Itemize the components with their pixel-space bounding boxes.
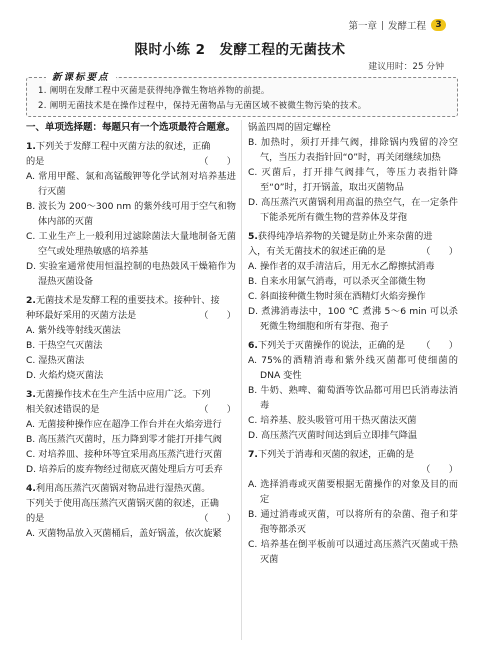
option-c[interactable]: C. 培养基、胶头吸管可用干热灭菌法灭菌	[248, 415, 417, 426]
option-a[interactable]: A. 操作者的双手清洁后，用无水乙醇擦拭消毒	[248, 261, 435, 272]
page-title: 限时小练 2 发酵工程的无菌技术	[134, 42, 346, 58]
answer-bracket[interactable]: （ ）	[421, 246, 458, 257]
option-a[interactable]: A. 75%的酒精消毒和紫外线灭菌都可使细菌的 DNA 变性	[248, 355, 458, 381]
question-1	[26, 139, 236, 289]
option-b[interactable]: B. 加热时，须打开排气阀，排除锅内残留的冷空气，当压力表指针回“0”时，再关闭继续加热	[248, 137, 458, 163]
option-b[interactable]: B. 波长为 200～300 nm 的紫外线可用于空气和物体内部的灭菌	[26, 201, 236, 227]
standards-item: 1. 阐明在发酵工程中灭菌是获得纯净微生物培养物的前提。	[38, 86, 270, 96]
question-7	[248, 447, 458, 567]
option-d[interactable]: D. 高压蒸汽灭菌锅利用高温的热空气，在一定条件下能杀死所有微生物的营养体及芽孢	[248, 197, 458, 223]
suggested-time: 建议用时：25 分钟	[368, 62, 444, 72]
answer-bracket[interactable]: （ ）	[199, 310, 236, 321]
question-stem: 入，有关无菌技术的叙述正确的是	[248, 246, 386, 257]
option-a[interactable]: A. 无菌接种操作应在超净工作台并在火焰旁进行	[26, 419, 222, 430]
question-4-continued	[248, 120, 458, 225]
option-d[interactable]: D. 高压蒸汽灭菌时间达到后立即排气降温	[248, 430, 418, 441]
option-c[interactable]: C. 培养基在倒平板前可以通过高压蒸汽灭菌或干热灭菌	[248, 539, 458, 565]
option-a[interactable]: A. 紫外线等射线灭菌法	[26, 325, 121, 336]
question-stem: 的是	[26, 156, 45, 167]
question-5	[248, 229, 458, 334]
option-c[interactable]: C. 工业生产上一般利用过滤除菌法大量地制备无菌空气或处理热敏感的培养基	[26, 231, 236, 257]
question-2	[26, 293, 236, 383]
answer-bracket[interactable]: （ ）	[199, 156, 236, 167]
question-stem: 的是	[26, 513, 45, 524]
option-a[interactable]: A. 常用甲醛、氯和高锰酸钾等化学试剂对培养基进行灭菌	[26, 171, 236, 197]
page-header	[348, 18, 446, 32]
question-stem: 无菌技术是发酵工程的重要技术。接种针、接	[35, 295, 220, 306]
option-a-continuation: 锅盖四周的固定螺栓	[248, 122, 331, 133]
section-label: 发酵工程	[387, 21, 426, 32]
question-stem: 获得纯净培养物的关键是防止外来杂菌的进	[257, 231, 433, 242]
section-title: 一、单项选择题：每题只有一个选项最符合题意。	[26, 122, 236, 133]
option-b[interactable]: B. 牛奶、熟啤、葡萄酒等饮品都可用巴氏消毒法消毒	[248, 385, 458, 411]
option-d[interactable]: D. 火焰灼烧灭菌法	[26, 370, 104, 381]
question-number: 3.	[26, 389, 36, 400]
question-stem: 利用高压蒸汽灭菌锅对物品进行湿热灭菌。	[35, 483, 211, 494]
standards-label: 新课标要点	[46, 69, 116, 83]
question-stem: 下列关于消毒和灭菌的叙述，正确的是	[257, 449, 415, 460]
answer-bracket[interactable]: （ ）	[199, 404, 236, 415]
question-number: 2.	[26, 295, 36, 306]
question-number: 7.	[248, 449, 258, 460]
left-column	[26, 120, 236, 541]
option-c[interactable]: C. 灭菌后，打开排气阀排气，等压力表指针降至“0”时，打开锅盖，取出灭菌物品	[248, 167, 458, 193]
option-b[interactable]: B. 干热空气灭菌法	[26, 340, 103, 351]
option-d[interactable]: D. 实验室通常使用恒温控制的电热鼓风干燥箱作为湿热灭菌设备	[26, 261, 236, 287]
question-stem: 无菌操作技术在生产生活中应用广泛。下列	[35, 389, 211, 400]
question-3	[26, 387, 236, 477]
right-column	[248, 120, 458, 567]
option-c[interactable]: C. 对培养皿、接种环等宜采用高压蒸汽进行灭菌	[26, 449, 223, 460]
standards-item: 2. 阐明无菌技术是在操作过程中，保持无菌物品与无菌区域不被微生物污染的技术。	[38, 101, 367, 111]
option-b[interactable]: B. 自来水用氯气消毒，可以杀灭全部微生物	[248, 276, 426, 287]
question-stem: 下列关于发酵工程中灭菌方法的叙述，正确	[35, 141, 211, 152]
question-number: 4.	[26, 483, 36, 494]
answer-bracket[interactable]: （ ）	[199, 513, 236, 524]
question-stem: 下列关于灭菌操作的说法，正确的是	[257, 340, 405, 351]
option-d[interactable]: D. 煮沸消毒法中，100 ℃ 煮沸 5～6 min 可以杀死微生物细胞和所有芽孢、孢子	[248, 306, 458, 332]
option-a[interactable]: A. 选择消毒或灭菌要根据无菌操作的对象及目的而定	[248, 479, 458, 505]
chapter-label: 第一章	[348, 21, 377, 32]
question-4	[26, 481, 236, 541]
question-stem: 相关叙述错误的是	[26, 404, 100, 415]
option-b[interactable]: B. 通过消毒或灭菌，可以将所有的杂菌、孢子和芽孢等都杀灭	[248, 509, 458, 535]
option-a[interactable]: A. 灭菌物品放入灭菌桶后，盖好锅盖，依次旋紧	[26, 528, 222, 539]
option-c[interactable]: C. 斜面接种微生物时须在酒精灯火焰旁操作	[248, 291, 426, 302]
answer-bracket[interactable]: （ ）	[421, 464, 458, 475]
option-b[interactable]: B. 高压蒸汽灭菌时，压力降到零才能打开排气阀	[26, 434, 222, 445]
answer-bracket[interactable]: （ ）	[421, 340, 458, 351]
question-number: 1.	[26, 141, 36, 152]
question-number: 6.	[248, 340, 258, 351]
header-divider	[382, 21, 383, 30]
question-stem: 下列关于使用高压蒸汽灭菌锅灭菌的叙述，正确	[26, 498, 219, 509]
page-number-badge: 3	[431, 19, 446, 31]
question-stem: 种环最好采用的灭菌方法是	[26, 310, 137, 321]
standards-box	[26, 77, 458, 117]
question-6	[248, 338, 458, 443]
question-number: 5.	[248, 231, 258, 242]
option-d[interactable]: D. 培养后的废弃物经过彻底灭菌处理后方可丢弃	[26, 464, 223, 475]
option-c[interactable]: C. 湿热灭菌法	[26, 355, 85, 366]
column-divider	[241, 120, 242, 640]
